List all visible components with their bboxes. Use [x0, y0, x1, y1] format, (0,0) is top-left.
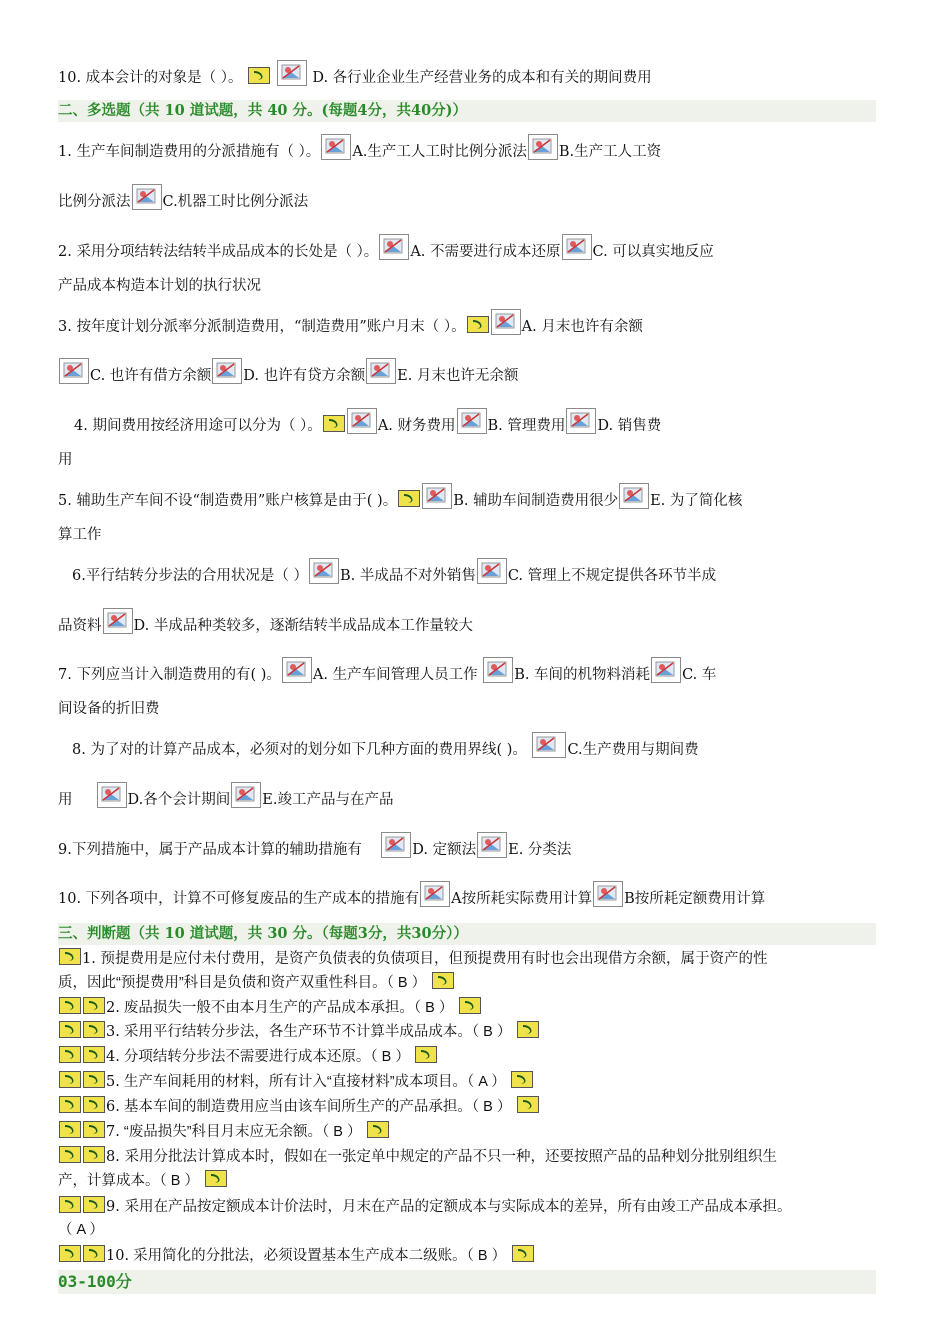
mc-q6-line1: [72, 558, 716, 586]
question-text: 采用简化的分批法，必须设置基本生产成本二级账。（ B ）: [129, 1248, 507, 1264]
answer-check-icon: [517, 1096, 539, 1113]
broken-image-icon: [103, 608, 133, 634]
mc-q8-line2: [58, 782, 393, 810]
mc-q4-line2: [58, 450, 73, 470]
mc-q3-line1: [58, 309, 643, 337]
option-text: B.生产工人工资: [558, 144, 662, 160]
broken-image-icon: [321, 134, 351, 160]
mc-q6-line2: [58, 608, 473, 636]
question-text: 7. 下列应当计入制造费用的有( )。: [58, 667, 281, 683]
option-text: B按所耗定额费用计算: [624, 891, 766, 907]
question-text: “废品损失”科目月末应无余额。（ B ）: [119, 1124, 362, 1140]
question-text: 2. 采用分项结转法结转半成品成本的长处是（ ）。: [58, 244, 379, 260]
answer-check-icon: [59, 1071, 81, 1088]
question-text: 采用在产品按定额成本计价法时，月末在产品的定额成本与实际成本的差异，所有由竣工产品成本承担。: [119, 1199, 792, 1215]
answer-check-icon: [59, 1121, 81, 1138]
option-text: E. 月末也许无余额: [397, 368, 519, 384]
answer-check-icon: [517, 1021, 539, 1038]
broken-image-icon: [477, 558, 507, 584]
option-text: C. 管理上不规定提供各环节半成: [507, 568, 717, 584]
broken-image-icon: [562, 234, 592, 260]
question-number: 10.: [106, 1248, 130, 1264]
answer-check-icon: [83, 1071, 105, 1088]
tf-q8-line2: [58, 1170, 228, 1191]
question-text: 6.平行结转分步法的合用状况是（ ）: [72, 568, 308, 584]
question-text: 质，因此“预提费用”科目是负债和资产双重性科目。（ B ）: [58, 975, 427, 991]
option-text: E. 分类法: [508, 842, 572, 858]
broken-image-icon: [528, 134, 558, 160]
broken-image-icon: [309, 558, 339, 584]
answer-check-icon: [59, 1245, 81, 1262]
question-text: 4. 期间费用按经济用途可以分为（ ）。: [74, 418, 322, 434]
answer-check-icon: [59, 1096, 81, 1113]
option-text: D. 半成品种类较多，逐渐结转半成品成本工作量较大: [133, 618, 473, 634]
tf-q2-line: [58, 997, 482, 1018]
tf-q7-line: [58, 1121, 390, 1142]
tf-q3-line: [58, 1021, 540, 1042]
mc-q5-line1: [58, 483, 742, 511]
option-text: C. 车: [682, 667, 717, 683]
answer-check-icon: [512, 1245, 534, 1262]
question-number: 2.: [106, 1000, 120, 1016]
answer-check-icon: [59, 1046, 81, 1063]
broken-image-icon: [619, 483, 649, 509]
question-number: 6.: [106, 1099, 120, 1115]
question-text: 5. 辅助生产车间不设“制造费用”账户核算是由于( )。: [58, 493, 398, 509]
broken-image-icon: [366, 358, 396, 384]
option-text: D. 各行业企业生产经营业务的成本和有关的期间费用: [312, 70, 652, 86]
mc-q1-line2: [58, 184, 308, 212]
option-text: C. 可以真实地反应: [592, 244, 714, 260]
question-text: 3. 按年度计划分派率分派制造费用，“制造费用”账户月末（ ）。: [58, 319, 466, 335]
answer-check-icon: [367, 1121, 389, 1138]
question-number: 3.: [106, 1024, 120, 1040]
tf-q9-line2: [58, 1220, 104, 1240]
option-text: B. 管理费用: [487, 418, 566, 434]
broken-image-icon: [212, 358, 242, 384]
broken-image-icon: [379, 234, 409, 260]
question-number: 8.: [106, 1149, 120, 1165]
mc-q5-line2: [58, 525, 102, 545]
broken-image-icon: [231, 782, 261, 808]
section-true-false-header: 三、判断题（共 10 道试题，共 30 分。（每题3分，共30分））: [58, 923, 876, 945]
tf-q9-line1: [58, 1196, 791, 1217]
option-text: 产品成本构造本计划的执行状况: [58, 278, 261, 294]
question-text: 采用平行结转分步法，各生产环节不计算半成品成本。（ B ）: [119, 1024, 512, 1040]
question-text: 基本车间的制造费用应当由该车间所生产的产品承担。（ B ）: [119, 1099, 512, 1115]
answer-check-icon: [83, 1046, 105, 1063]
option-text: 算工作: [58, 527, 102, 543]
question-number: 5.: [106, 1074, 120, 1090]
option-text: B. 半成品不对外销售: [339, 568, 476, 584]
answer-check-icon: [59, 1146, 81, 1163]
question-text: 采用分批法计算成本时，假如在一张定单中规定的产品不只一种，还要按照产品的品种划分批别组织生: [119, 1149, 777, 1165]
answer-check-icon: [83, 1021, 105, 1038]
question-number: 9.: [106, 1199, 120, 1215]
answer-check-icon: [59, 997, 81, 1014]
option-text: E.竣工产品与在产品: [262, 792, 394, 808]
answer-check-icon: [59, 1196, 81, 1213]
broken-image-icon: [132, 184, 162, 210]
option-text: B. 辅助车间制造费用很少: [453, 493, 619, 509]
broken-image-icon: [282, 657, 312, 683]
answer-check-icon: [459, 997, 481, 1014]
answer-check-icon: [83, 1096, 105, 1113]
answer-check-icon: [59, 1021, 81, 1038]
option-text: D. 也许有贷方余额: [243, 368, 366, 384]
option-text: A. 生产车间管理人员工作: [312, 667, 478, 683]
answer-check-icon: [432, 972, 454, 989]
question-text: 10. 下列各项中，计算不可修复废品的生产成本的措施有: [58, 891, 420, 907]
question-number: 1.: [82, 951, 96, 967]
option-text: 用: [58, 792, 73, 808]
option-text: A. 财务费用: [377, 418, 456, 434]
broken-image-icon: [651, 657, 681, 683]
tf-q4-line: [58, 1046, 438, 1067]
broken-image-icon: [566, 408, 596, 434]
broken-image-icon: [491, 309, 521, 335]
option-text: 品资料: [58, 618, 102, 634]
option-text: 间设备的折旧费: [58, 701, 160, 717]
question-number: 7.: [106, 1124, 120, 1140]
mc-q7-line2: [58, 699, 160, 719]
option-text: A按所耗实际费用计算: [451, 891, 593, 907]
answer-check-icon: [511, 1071, 533, 1088]
question-text: 分项结转分步法不需要进行成本还原。（ B ）: [119, 1049, 410, 1065]
broken-image-icon: [422, 483, 452, 509]
question-text: 废品损失一般不由本月生产的产品成本承担。（ B ）: [119, 1000, 454, 1016]
broken-image-icon: [477, 832, 507, 858]
broken-image-icon: [532, 732, 566, 758]
mc-q1-line1: [58, 134, 661, 162]
answer-check-icon: [59, 948, 81, 965]
tf-q1-line2: [58, 972, 455, 993]
question-text: 10. 成本会计的对象是（ ）。: [58, 70, 243, 86]
option-text: A. 不需要进行成本还原: [410, 244, 561, 260]
question-text: 9.下列措施中，属于产品成本计算的辅助措施有: [58, 842, 362, 858]
mc-q10-line: [58, 881, 765, 909]
broken-image-icon: [59, 358, 89, 384]
answer-check-icon: [248, 67, 270, 84]
answer-check-icon: [398, 490, 420, 507]
option-text: A.生产工人工时比例分派法: [352, 144, 527, 160]
broken-image-icon: [97, 782, 127, 808]
mc-q7-line1: [58, 657, 716, 685]
section-multiple-choice-header: 二、多选题（共 10 道试题，共 40 分。(每题4分，共40分)）: [58, 100, 876, 122]
mc-q2-line2: [58, 276, 261, 296]
option-text: C.生产费用与期间费: [567, 742, 699, 758]
mc-q9-line: [58, 832, 571, 860]
broken-image-icon: [381, 832, 411, 858]
question-text: 8. 为了对的计算产品成本，必须对的划分如下几种方面的费用界线( )。: [72, 742, 527, 758]
option-text: D. 销售费: [597, 418, 662, 434]
score-footer: 03-100分: [58, 1270, 876, 1294]
broken-image-icon: [483, 657, 513, 683]
option-text: 比例分派法: [58, 194, 131, 210]
answer-check-icon: [323, 415, 345, 432]
answer-check-icon: [83, 1245, 105, 1262]
answer-check-icon: [83, 1146, 105, 1163]
tf-q1-line1: [58, 948, 767, 969]
tf-q6-line: [58, 1096, 540, 1117]
tf-q8-line1: [58, 1146, 777, 1167]
option-text: D.各个会计期间: [127, 792, 231, 808]
answer-check-icon: [205, 1170, 227, 1187]
tf-q5-line: [58, 1071, 534, 1092]
question-number: 4.: [106, 1049, 120, 1065]
mc-q2-line1: [58, 234, 714, 262]
broken-image-icon: [420, 881, 450, 907]
single-q10: [58, 60, 652, 88]
question-text: 预提费用是应付未付费用，是资产负债表的负债项目，但预提费用有时也会出现借方余额，属于资产的性: [95, 951, 768, 967]
option-text: E. 为了简化核: [650, 493, 743, 509]
option-text: C. 也许有借方余额: [90, 368, 212, 384]
broken-image-icon: [593, 881, 623, 907]
broken-image-icon: [277, 60, 307, 86]
option-text: B. 车间的机物料消耗: [514, 667, 651, 683]
broken-image-icon: [457, 408, 487, 434]
question-text: （ A ）: [58, 1222, 104, 1238]
option-text: 用: [58, 452, 73, 468]
question-text: 1. 生产车间制造费用的分派措施有（ ）。: [58, 144, 321, 160]
answer-check-icon: [415, 1046, 437, 1063]
answer-check-icon: [83, 1196, 105, 1213]
mc-q4-line1: [74, 408, 661, 436]
option-text: A. 月末也许有余额: [521, 319, 643, 335]
mc-q8-line1: [72, 732, 699, 760]
answer-check-icon: [83, 997, 105, 1014]
question-text: 生产车间耗用的材料，所有计入“直接材料”成本项目。（ A ）: [119, 1074, 506, 1090]
broken-image-icon: [347, 408, 377, 434]
answer-check-icon: [83, 1121, 105, 1138]
question-text: 产，计算成本。（ B ）: [58, 1173, 199, 1189]
mc-q3-line2: [58, 358, 518, 386]
option-text: C.机器工时比例分派法: [162, 194, 309, 210]
tf-q10-line: [58, 1245, 535, 1266]
answer-check-icon: [467, 316, 489, 333]
option-text: D. 定额法: [412, 842, 477, 858]
